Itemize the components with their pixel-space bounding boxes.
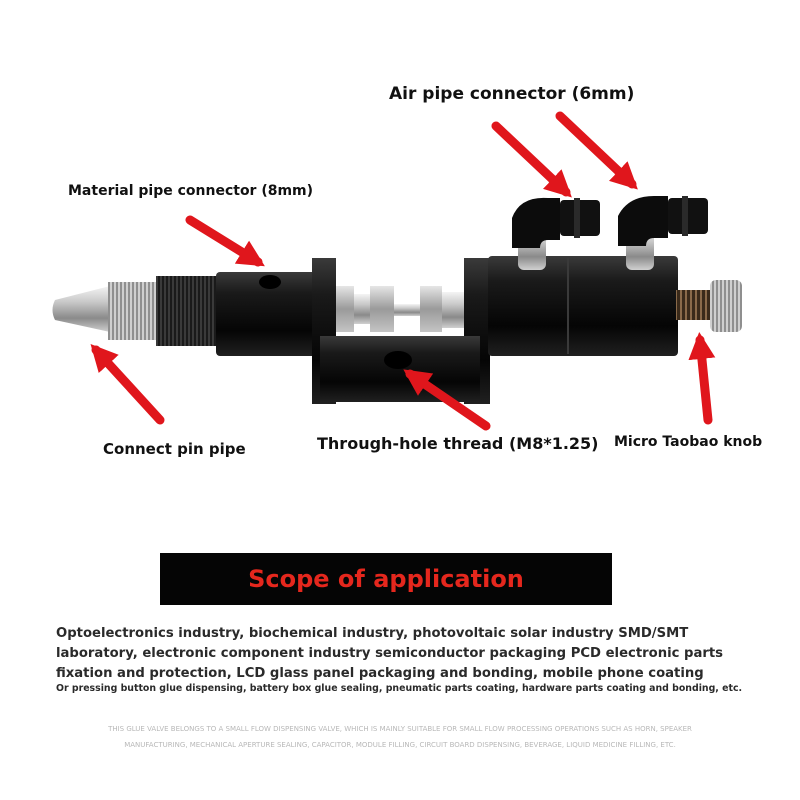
description-text: THIS GLUE VALVE BELONGS TO A SMALL FLOW DISPENSING VALVE, WHICH IS MAINLY SUITABLE FOR SMALL FLOW PROCESSING OPERATIONS SUCH AS HORN, SPEAKER MANUFACTURING, MECHANICAL APERTURE SEALING, CAPACITOR, MODULE FILLING, CIRCUIT BOARD DISPENSING, BEVERAGE, LIQUID MEDICINE FILLING, ETC. xyxy=(108,725,692,749)
air-pipe-connector-label: Air pipe connector (6mm) xyxy=(389,84,635,104)
industries-text: Optoelectronics industry, biochemical industry, photovoltaic solar industry SMD/SMT laboratory, electronic component industry semiconductor packaging PCD electronic parts fixation and protection, LCD glass panel packaging and bonding, mobile phone coating xyxy=(56,626,724,681)
micro-knob-label: Micro Taobao knob xyxy=(614,434,763,450)
connect-pin-pipe-label: Connect pin pipe xyxy=(103,440,246,458)
material-pipe-connector-label: Material pipe connector (8mm) xyxy=(68,183,314,199)
applications-text: Or pressing button glue dispensing, battery box glue sealing, pneumatic parts coating, hardware parts coating and bonding, etc. xyxy=(56,683,743,694)
scope-title: Scope of application xyxy=(248,565,524,593)
through-hole-thread-label: Through-hole thread (M8*1.25) xyxy=(317,434,599,453)
scope-banner xyxy=(160,553,612,605)
